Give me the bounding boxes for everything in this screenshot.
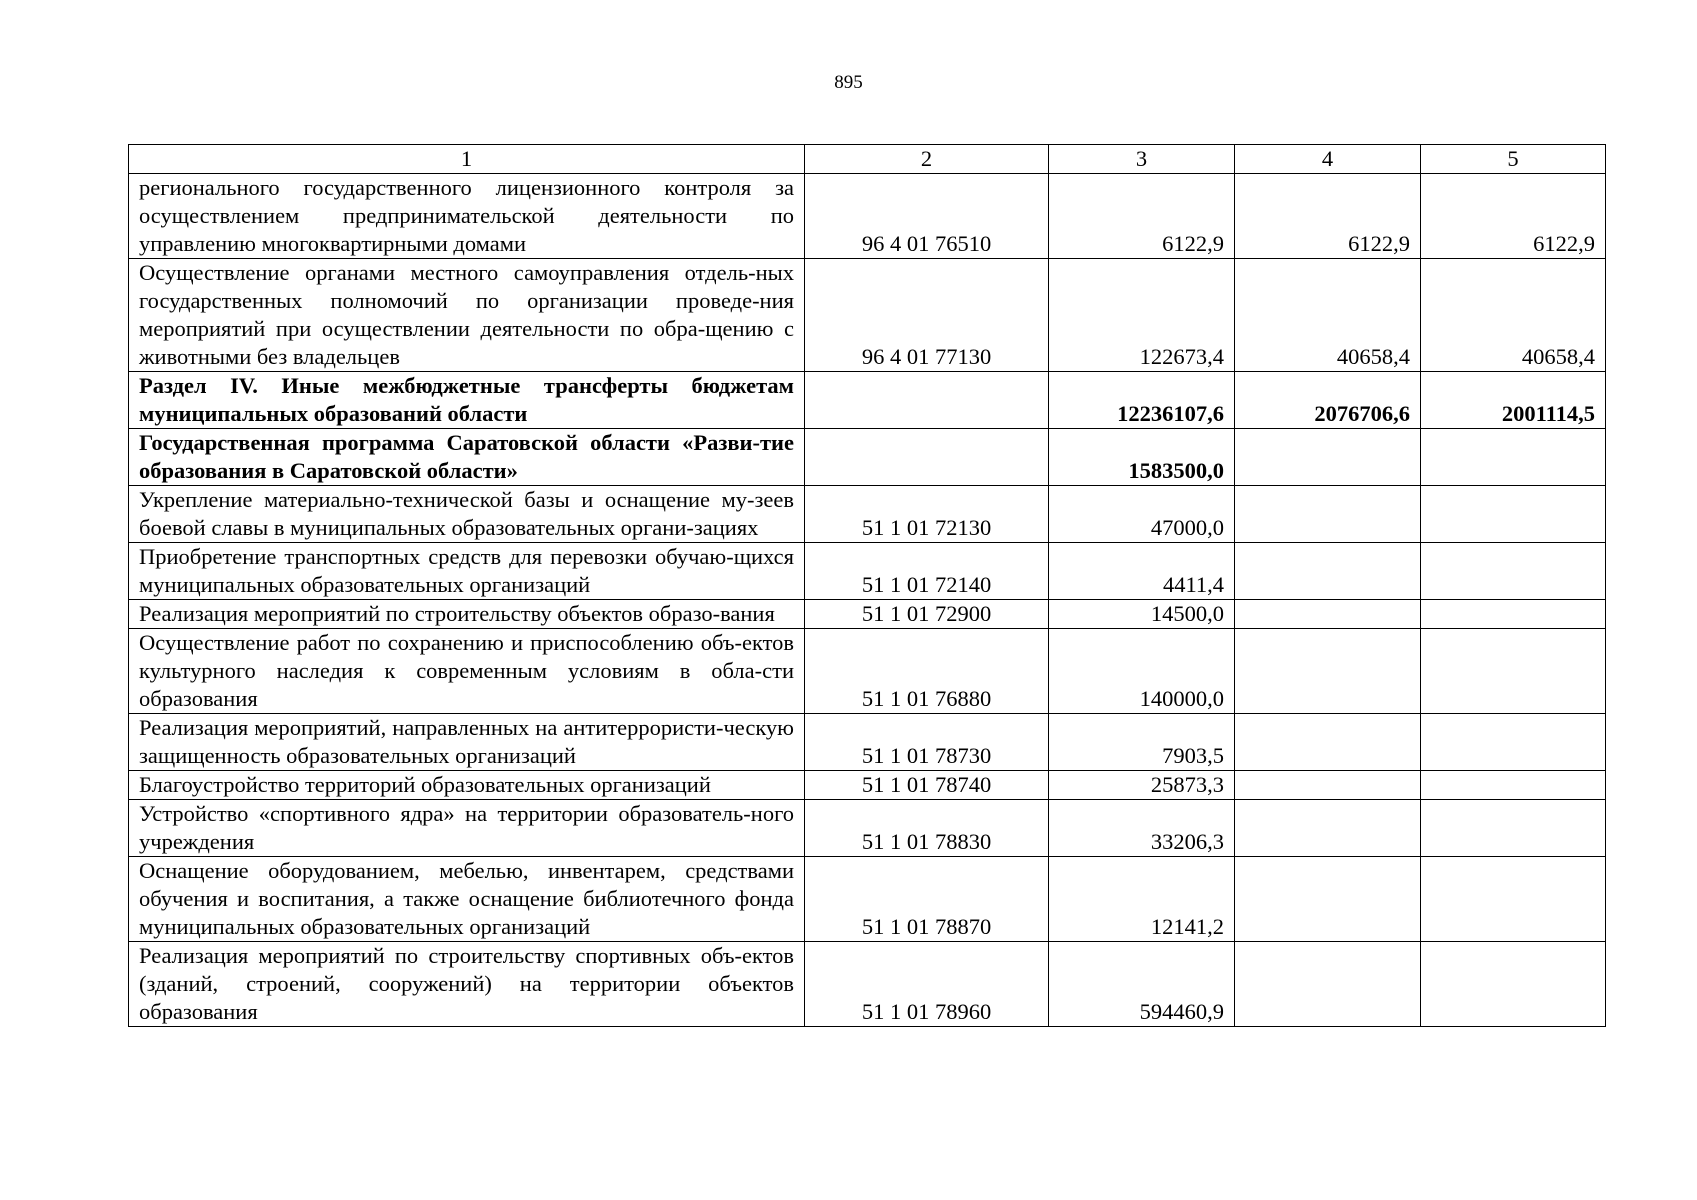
row-code: 51 1 01 72900 (805, 600, 1049, 629)
row-col3: 1583500,0 (1049, 429, 1235, 486)
row-col4 (1235, 857, 1421, 942)
row-col3: 25873,3 (1049, 771, 1235, 800)
header-col-1: 1 (129, 145, 805, 174)
row-name: Раздел IV. Иные межбюджетные трансферты бюджетам муниципальных образований области (129, 372, 805, 429)
row-col5 (1421, 429, 1606, 486)
row-code: 96 4 01 76510 (805, 174, 1049, 259)
table-row (129, 600, 1606, 629)
row-col4: 6122,9 (1235, 174, 1421, 259)
row-code: 51 1 01 78730 (805, 714, 1049, 771)
row-col5: 2001114,5 (1421, 372, 1606, 429)
row-name: Реализация мероприятий по строительству объектов образо-вания (129, 600, 805, 629)
row-col4 (1235, 543, 1421, 600)
row-code: 51 1 01 78740 (805, 771, 1049, 800)
row-code (805, 429, 1049, 486)
table-row (129, 486, 1606, 543)
row-col3: 14500,0 (1049, 600, 1235, 629)
row-col5 (1421, 486, 1606, 543)
section-row (129, 372, 1606, 429)
row-name: Реализация мероприятий, направленных на антитеррористи-ческую защищенность образовательных организаций (129, 714, 805, 771)
row-col5 (1421, 771, 1606, 800)
row-name: Устройство «спортивного ядра» на территории образователь-ного учреждения (129, 800, 805, 857)
row-col4: 40658,4 (1235, 259, 1421, 372)
table-row (129, 259, 1606, 372)
table-row (129, 543, 1606, 600)
row-col3: 122673,4 (1049, 259, 1235, 372)
row-name: Реализация мероприятий по строительству спортивных объ-ектов (зданий, строений, сооружений) на территории объектов образования (129, 942, 805, 1027)
row-col4 (1235, 429, 1421, 486)
row-code: 51 1 01 72140 (805, 543, 1049, 600)
row-col3: 33206,3 (1049, 800, 1235, 857)
row-col4 (1235, 771, 1421, 800)
row-col4 (1235, 600, 1421, 629)
row-col5 (1421, 629, 1606, 714)
row-col3: 6122,9 (1049, 174, 1235, 259)
table-row (129, 942, 1606, 1027)
table-header (129, 145, 1606, 174)
program-row (129, 429, 1606, 486)
table-body (129, 174, 1606, 1027)
row-col4 (1235, 942, 1421, 1027)
row-name: Государственная программа Саратовской области «Разви-тие образования в Саратовской области» (129, 429, 805, 486)
header-col-4: 4 (1235, 145, 1421, 174)
row-name: Оснащение оборудованием, мебелью, инвентарем, средствами обучения и воспитания, а также оснащение библиотечного фонда муниципальных образовательных организаций (129, 857, 805, 942)
row-col3: 4411,4 (1049, 543, 1235, 600)
row-col5 (1421, 857, 1606, 942)
table-row (129, 174, 1606, 259)
row-col5 (1421, 942, 1606, 1027)
row-code (805, 372, 1049, 429)
row-col3: 12236107,6 (1049, 372, 1235, 429)
row-col4 (1235, 486, 1421, 543)
row-col3: 47000,0 (1049, 486, 1235, 543)
row-name: Приобретение транспортных средств для перевозки обучаю-щихся муниципальных образовательных организаций (129, 543, 805, 600)
row-code: 51 1 01 78960 (805, 942, 1049, 1027)
row-name: регионального государственного лицензионного контроля за осуществлением предпринимательской деятельности по управлению многоквартирными домами (129, 174, 805, 259)
row-col3: 140000,0 (1049, 629, 1235, 714)
row-col5: 6122,9 (1421, 174, 1606, 259)
header-col-2: 2 (805, 145, 1049, 174)
header-row (129, 145, 1606, 174)
budget-table (128, 144, 1606, 1027)
row-col3: 7903,5 (1049, 714, 1235, 771)
row-code: 51 1 01 78830 (805, 800, 1049, 857)
row-name: Благоустройство территорий образовательных организаций (129, 771, 805, 800)
row-col5 (1421, 714, 1606, 771)
table-row (129, 629, 1606, 714)
table-row (129, 714, 1606, 771)
table-row (129, 857, 1606, 942)
row-col5 (1421, 543, 1606, 600)
row-code: 51 1 01 78870 (805, 857, 1049, 942)
row-col5 (1421, 800, 1606, 857)
row-col4 (1235, 800, 1421, 857)
row-col5: 40658,4 (1421, 259, 1606, 372)
row-name: Осуществление органами местного самоуправления отдель-ных государственных полномочий по организации проведе-ния мероприятий при осуществлении деятельности по обра-щению с животными без владельцев (129, 259, 805, 372)
table-row (129, 800, 1606, 857)
row-code: 51 1 01 76880 (805, 629, 1049, 714)
row-col3: 594460,9 (1049, 942, 1235, 1027)
row-name: Осуществление работ по сохранению и приспособлению объ-ектов культурного наследия к современным условиям в обла-сти образования (129, 629, 805, 714)
row-col4: 2076706,6 (1235, 372, 1421, 429)
row-col4 (1235, 714, 1421, 771)
row-col4 (1235, 629, 1421, 714)
row-col5 (1421, 600, 1606, 629)
table-row (129, 771, 1606, 800)
row-code: 96 4 01 77130 (805, 259, 1049, 372)
row-name: Укрепление материально-технической базы и оснащение му-зеев боевой славы в муниципальных образовательных органи-зациях (129, 486, 805, 543)
header-col-5: 5 (1421, 145, 1606, 174)
row-col3: 12141,2 (1049, 857, 1235, 942)
row-code: 51 1 01 72130 (805, 486, 1049, 543)
page-number: 895 (834, 72, 863, 93)
header-col-3: 3 (1049, 145, 1235, 174)
